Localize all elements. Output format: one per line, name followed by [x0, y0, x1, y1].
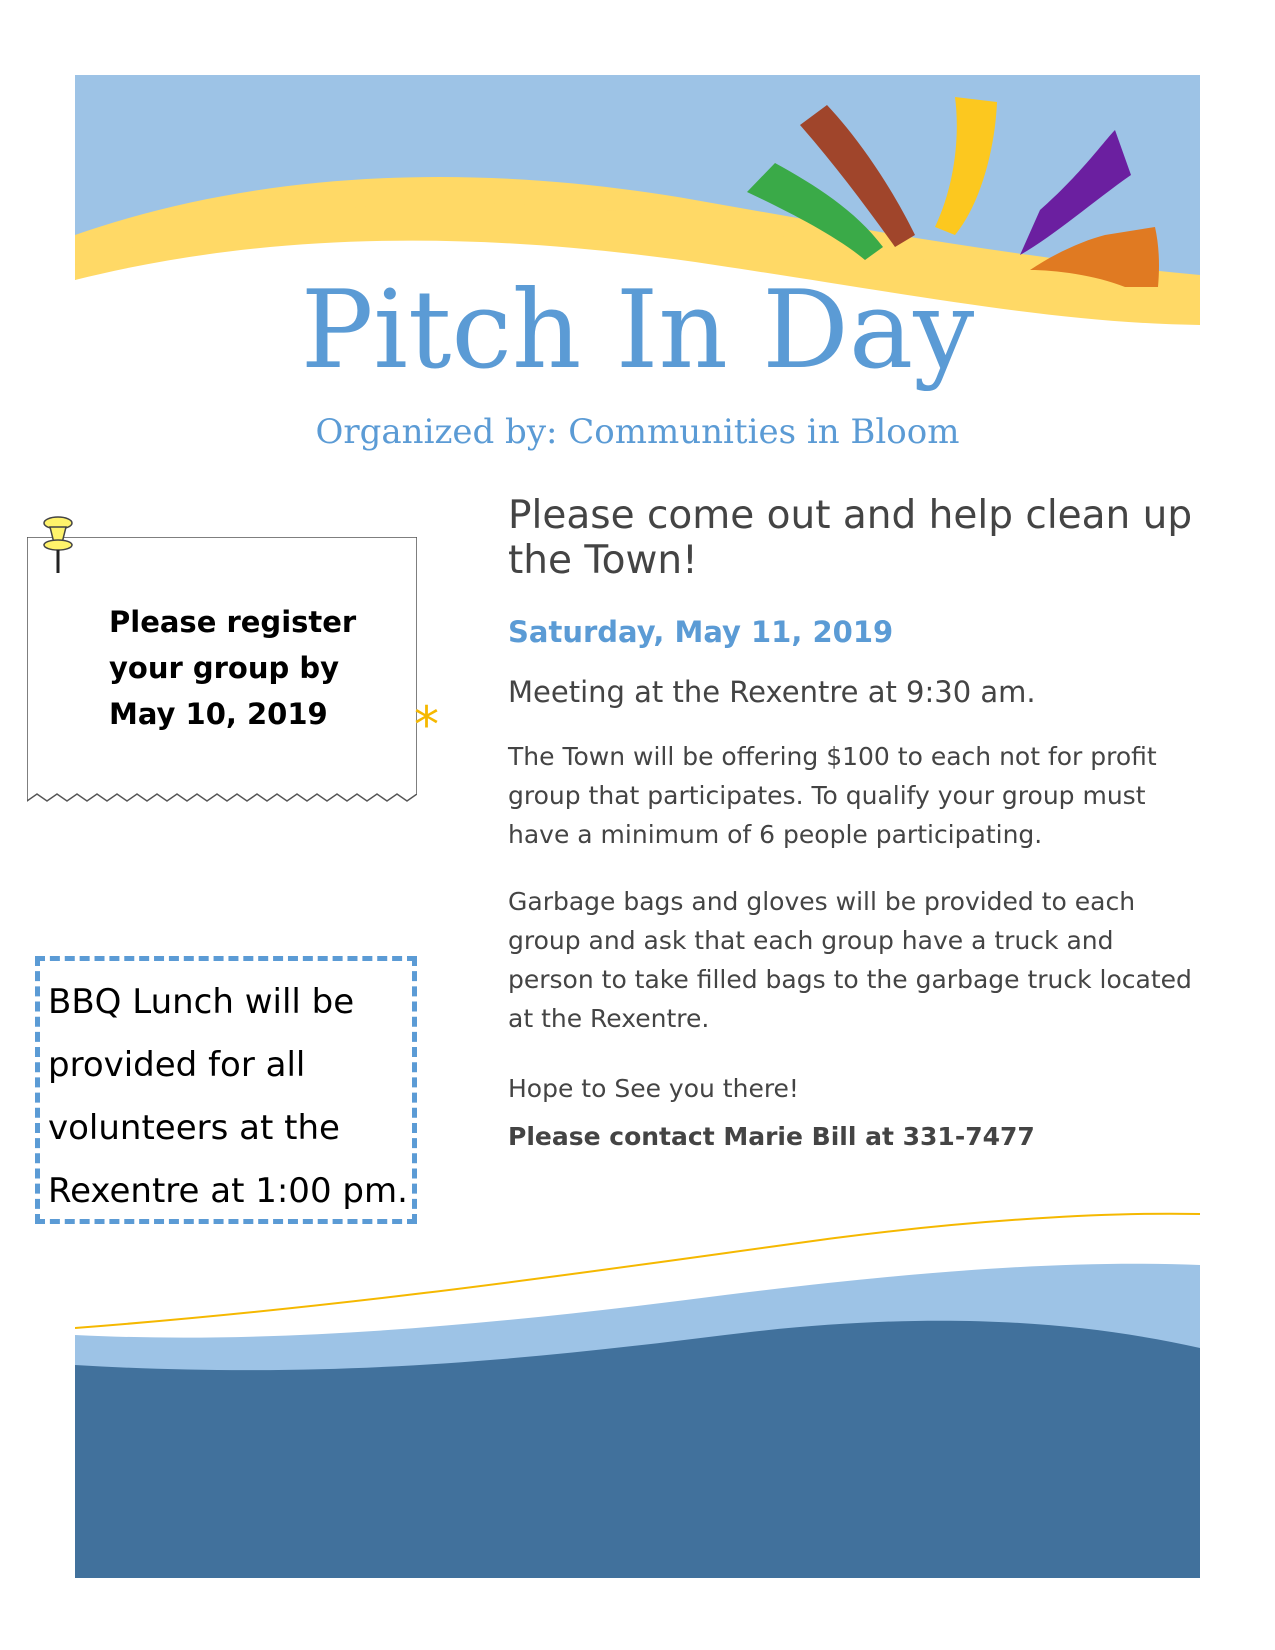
- bbq-line: volunteers at the: [48, 1108, 340, 1148]
- note-line: May 10, 2019: [109, 697, 328, 731]
- meeting-info: Meeting at the Rexentre at 9:30 am.: [508, 675, 1036, 709]
- page-subtitle: Organized by: Communities in Bloom: [315, 412, 960, 452]
- contact-line: Please contact Marie Bill at 331-7477: [508, 1122, 1035, 1151]
- note-line: your group by: [109, 651, 340, 685]
- funding-paragraph: The Town will be offering $100 to each not for profit group that participates. To qualify your group must have a minimum of 6 people participating.: [508, 742, 1157, 849]
- footer-wave-art: [75, 1210, 1200, 1578]
- register-note-text: [109, 599, 409, 737]
- main-heading: Please come out and help clean up the Town!: [508, 493, 1193, 583]
- closing-line: Hope to See you there!: [508, 1074, 799, 1103]
- bbq-lunch-box: [35, 956, 417, 1224]
- bbq-line: BBQ Lunch will be: [48, 982, 355, 1022]
- register-note: [27, 537, 417, 815]
- bbq-line: Rexentre at 1:00 pm.: [48, 1171, 408, 1211]
- bbq-line: provided for all: [48, 1045, 306, 1085]
- asterisk-mark: *: [414, 696, 439, 754]
- event-date: Saturday, May 11, 2019: [508, 615, 894, 649]
- page-title: Pitch In Day: [300, 268, 975, 393]
- note-line: Please register: [109, 605, 357, 639]
- bbq-lunch-text: [48, 971, 418, 1223]
- supplies-paragraph: Garbage bags and gloves will be provided to each group and ask that each group have a truck and person to take filled bags to the garbage truck located at the Rexentre.: [508, 887, 1192, 1033]
- pushpin-icon: [38, 515, 78, 575]
- main-content: [508, 493, 1198, 1151]
